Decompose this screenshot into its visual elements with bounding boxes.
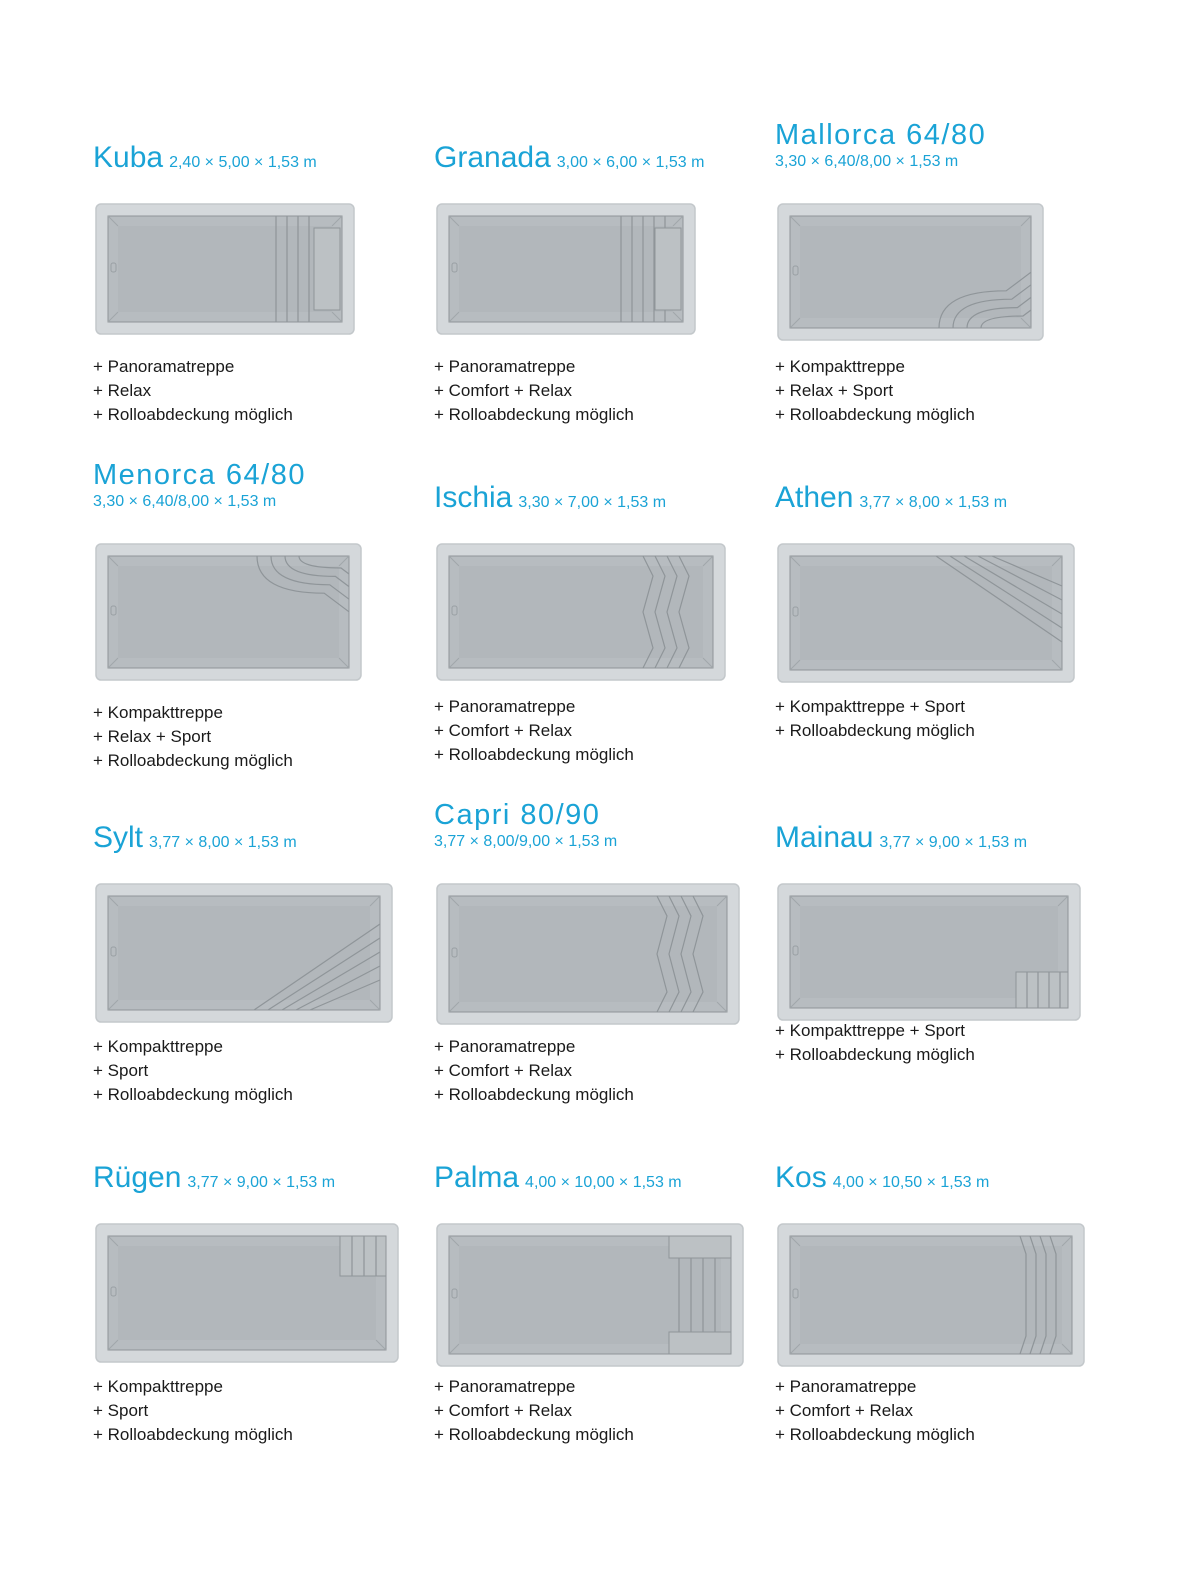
pool-name: Kuba — [93, 141, 164, 174]
pool-card — [775, 1161, 1105, 1444]
pool-shape-icon — [93, 881, 395, 1025]
feature-item: + Rolloabdeckung möglich — [775, 1425, 975, 1444]
feature-item: + Rolloabdeckung möglich — [93, 751, 293, 770]
feature-list — [434, 1035, 634, 1107]
pool-card — [434, 1161, 764, 1444]
pool-diagram — [93, 541, 364, 683]
feature-list — [775, 695, 975, 743]
pool-dimensions: 3,77 × 9,00 × 1,53 m — [879, 834, 1028, 851]
pool-dimensions: 3,77 × 8,00 × 1,53 m — [859, 494, 1008, 511]
pool-dimensions: 3,77 × 8,00 × 1,53 m — [149, 834, 297, 851]
pool-shape-icon — [775, 881, 1083, 1023]
pool-card — [434, 481, 764, 764]
pool-shape-icon — [93, 1221, 401, 1365]
feature-item: + Rolloabdeckung möglich — [434, 405, 634, 424]
pool-card — [434, 799, 764, 1104]
feature-item: + Kompakttreppe — [775, 357, 905, 376]
pool-dimensions: 3,30 × 7,00 × 1,53 m — [518, 494, 667, 511]
pool-diagram — [434, 541, 728, 683]
pool-diagram — [775, 541, 1077, 685]
pool-title — [93, 143, 423, 173]
pool-shape-icon — [434, 881, 742, 1027]
feature-item: + Kompakttreppe + Sport — [775, 1021, 965, 1040]
pool-shape-icon — [434, 541, 728, 683]
feature-item: + Kompakttreppe + Sport — [775, 697, 965, 716]
feature-item: + Rolloabdeckung möglich — [775, 1045, 975, 1064]
feature-item: + Relax — [93, 381, 152, 400]
pool-name: Mallorca 64/80 — [775, 119, 987, 151]
pool-card — [93, 821, 423, 1104]
pool-diagram — [434, 1221, 746, 1369]
pool-title — [775, 1163, 1105, 1193]
pool-dimensions: 3,77 × 9,00 × 1,53 m — [187, 1174, 336, 1191]
feature-list — [93, 1035, 293, 1107]
feature-list — [93, 701, 293, 773]
pool-shape-icon — [93, 541, 364, 683]
feature-item: + Panoramatreppe — [434, 357, 576, 376]
pool-dimensions: 3,30 × 6,40/8,00 × 1,53 m — [93, 493, 277, 510]
feature-item: + Panoramatreppe — [434, 1377, 576, 1396]
pool-dimensions: 4,00 × 10,50 × 1,53 m — [832, 1174, 990, 1191]
pool-shape-icon — [434, 201, 698, 337]
pool-dimensions: 3,77 × 8,00/9,00 × 1,53 m — [434, 833, 618, 850]
feature-item: + Comfort + Relax — [775, 1401, 913, 1420]
pool-card — [775, 481, 1105, 740]
pool-diagram — [775, 201, 1046, 343]
feature-item: + Rolloabdeckung möglich — [434, 1085, 634, 1104]
feature-item: + Comfort + Relax — [434, 1401, 572, 1420]
pool-diagram — [775, 1221, 1087, 1369]
feature-item: + Kompakttreppe — [93, 1377, 223, 1396]
pool-dimensions: 4,00 × 10,00 × 1,53 m — [525, 1174, 682, 1191]
pool-card — [93, 141, 423, 424]
feature-item: + Relax + Sport — [775, 381, 894, 400]
pool-card — [93, 1161, 423, 1444]
pool-diagram — [93, 881, 395, 1025]
feature-item: + Kompakttreppe — [93, 1037, 223, 1056]
pool-name: Palma — [434, 1161, 520, 1194]
feature-item: + Panoramatreppe — [775, 1377, 917, 1396]
feature-list — [93, 355, 293, 427]
pool-name: Capri 80/90 — [434, 799, 601, 831]
pool-name: Menorca 64/80 — [93, 459, 306, 491]
pool-dimensions: 3,30 × 6,40/8,00 × 1,53 m — [775, 153, 959, 170]
pool-name: Kos — [775, 1161, 827, 1194]
feature-list — [434, 695, 634, 767]
pool-shape-icon — [775, 201, 1046, 343]
pool-diagram — [434, 201, 698, 337]
feature-item: + Comfort + Relax — [434, 381, 572, 400]
pool-name: Athen — [775, 481, 854, 514]
feature-item: + Rolloabdeckung möglich — [434, 745, 634, 764]
pool-name: Ischia — [434, 481, 513, 514]
feature-item: + Sport — [93, 1401, 149, 1420]
feature-item: + Rolloabdeckung möglich — [93, 405, 293, 424]
pool-name: Granada — [434, 141, 551, 174]
pool-shape-icon — [434, 1221, 746, 1369]
feature-item: + Rolloabdeckung möglich — [93, 1425, 293, 1444]
feature-list — [775, 1375, 975, 1447]
feature-item: + Comfort + Relax — [434, 721, 572, 740]
pool-name: Rügen — [93, 1161, 182, 1194]
pool-shape-icon — [775, 1221, 1087, 1369]
pool-card — [775, 821, 1105, 1064]
feature-item: + Rolloabdeckung möglich — [93, 1085, 293, 1104]
pool-title — [434, 801, 764, 850]
pool-name: Mainau — [775, 821, 874, 854]
pool-title — [775, 823, 1105, 853]
feature-list — [434, 1375, 634, 1447]
feature-item: + Rolloabdeckung möglich — [434, 1425, 634, 1444]
feature-list — [434, 355, 634, 427]
feature-item: + Panoramatreppe — [93, 357, 235, 376]
pool-shape-icon — [93, 201, 357, 337]
pool-diagram — [434, 881, 742, 1027]
pool-diagram — [93, 201, 357, 337]
feature-item: + Panoramatreppe — [434, 697, 576, 716]
feature-item: + Comfort + Relax — [434, 1061, 572, 1080]
feature-item: + Rolloabdeckung möglich — [775, 405, 975, 424]
pool-title — [434, 1163, 764, 1193]
pool-card — [775, 119, 1105, 424]
pool-dimensions: 3,00 × 6,00 × 1,53 m — [556, 154, 705, 171]
feature-item: + Relax + Sport — [93, 727, 212, 746]
feature-list — [775, 1019, 975, 1067]
feature-item: + Panoramatreppe — [434, 1037, 576, 1056]
pool-title — [434, 143, 764, 173]
feature-list — [93, 1375, 293, 1447]
feature-item: + Sport — [93, 1061, 149, 1080]
pool-diagram — [93, 1221, 401, 1365]
pool-diagram — [775, 881, 1083, 1023]
pool-name: Sylt — [93, 821, 144, 854]
pool-card — [93, 459, 423, 770]
pool-title — [434, 483, 764, 513]
pool-title — [93, 1163, 423, 1193]
pool-title — [775, 483, 1105, 513]
pool-title — [93, 823, 423, 853]
pool-dimensions: 2,40 × 5,00 × 1,53 m — [169, 154, 317, 171]
feature-item: + Kompakttreppe — [93, 703, 223, 722]
feature-list — [775, 355, 975, 427]
feature-item: + Rolloabdeckung möglich — [775, 721, 975, 740]
pool-card — [434, 141, 764, 424]
pool-title — [775, 121, 1105, 170]
pool-shape-icon — [775, 541, 1077, 685]
pool-title — [93, 461, 423, 510]
